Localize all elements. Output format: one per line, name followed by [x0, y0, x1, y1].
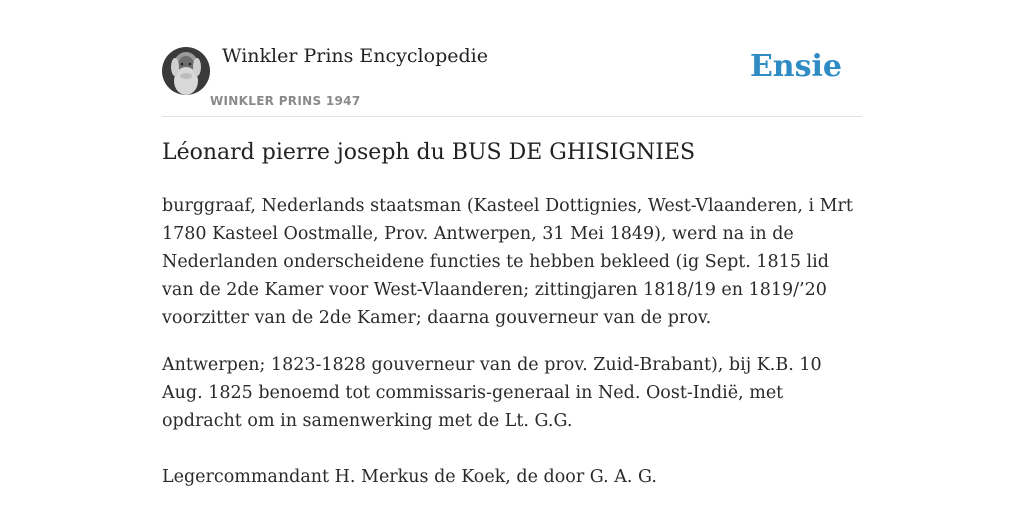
site-subtitle: WINKLER PRINS 1947: [210, 94, 361, 108]
article-title: Léonard pierre joseph du BUS DE GHISIGNIES: [162, 140, 696, 165]
article-paragraph: Antwerpen; 1823-1828 gouverneur van de prov. Zuid-Brabant), bij K.B. 10 Aug. 1825 benoemd tot commissaris-generaal in Ned. Oost-Indië, met opdracht om in samenwerking met de Lt. G.G.: [162, 355, 822, 431]
bearded-portrait-icon[interactable]: [162, 47, 210, 95]
brand-logo[interactable]: Ensie: [749, 49, 842, 84]
article-paragraph: burggraaf, Nederlands staatsman (Kasteel Dottignies, West-Vlaanderen, i Mrt 1780 Kasteel Oostmalle, Prov. Antwerpen, 31 Mei 1849), werd na in de Nederlanden onderscheidene functies te hebben bekleed (ig Sept. 1815 lid van de 2de Kamer voor West-Vlaanderen; zittingjaren 1818/19 en 1819/’20 voorzitter van de 2de Kamer; daarna gouverneur van de prov.: [162, 196, 853, 328]
site-name[interactable]: Winkler Prins Encyclopedie: [222, 45, 488, 67]
article-paragraph: Legercommandant H. Merkus de Koek, de door G. A. G.: [162, 467, 657, 487]
site-header: [162, 0, 862, 117]
